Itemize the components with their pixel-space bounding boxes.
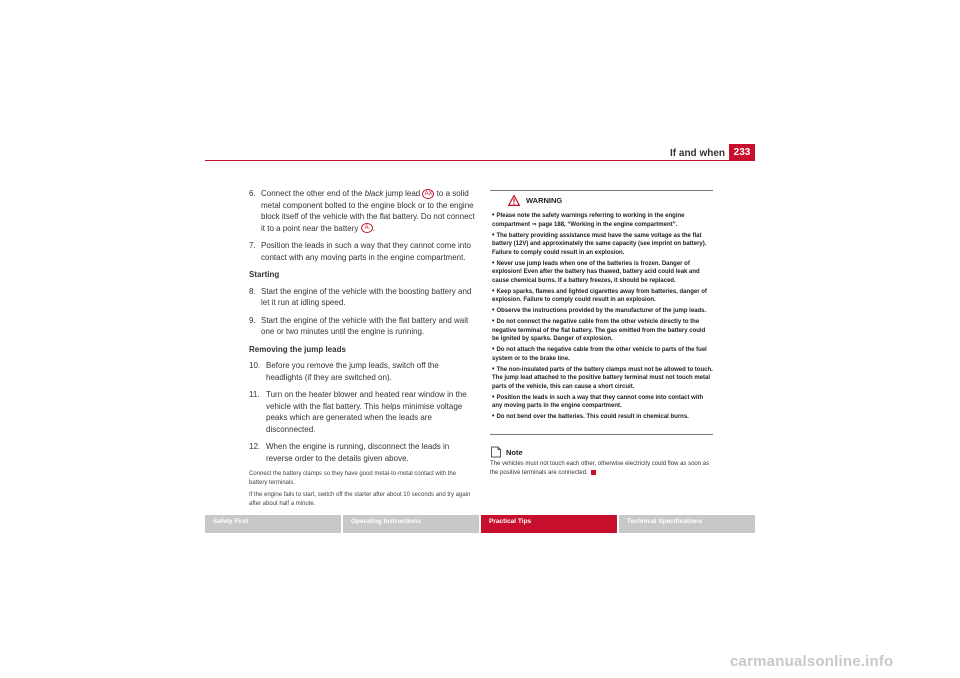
note-engine-fails: If the engine fails to start, switch off the starter after about 10 seconds and try again after about half a minute. [249, 492, 471, 507]
note-text [490, 460, 715, 478]
note-battery-clamps: Connect the battery clamps so they have good metal-to-metal contact with the battery terminals. [249, 471, 457, 486]
bullet: • [492, 231, 495, 239]
step-11 [249, 389, 475, 435]
tab-safety-first[interactable]: Safety First [205, 515, 341, 533]
bullet: • [492, 318, 495, 325]
tab-technical-specifications[interactable]: Technical Specifications [619, 515, 755, 533]
warning-item-text: The battery providing assistance must have the same voltage as the flat battery (12V) and approximately the same capacity (see imprint on battery). Failure to comply could result in an explosion. [492, 232, 707, 256]
bullet: • [492, 259, 495, 267]
warning-item-text: Never use jump leads when one of the batteries is frozen. Danger of explosion! Even after the battery has thawed, battery acid could leak and cause chemical burns. If a battery freezes, it should be replaced. [492, 260, 700, 284]
step-text: Start the engine of the vehicle with the boosting battery and let it run at idling speed. [261, 286, 472, 307]
warning-item [492, 318, 713, 344]
step-text: When the engine is running, disconnect the leads in reverse order to the details given above. [266, 442, 450, 463]
step-number: 6. [249, 189, 256, 198]
step-text-part: . [372, 223, 375, 233]
header-rule [205, 160, 729, 161]
left-column [249, 188, 475, 512]
step-text-part: to a solid metal component bolted to the engine block or to the engine block itself of the vehicle with the flat battery. Do not connect it to a point near the battery [261, 189, 475, 233]
warning-header [490, 191, 713, 209]
step-text: Before you remove the jump leads, switch off the headlights (if they are switched on). [266, 361, 439, 382]
subheading-starting: Starting [249, 270, 280, 279]
tab-operating-instructions[interactable]: Operating Instructions [343, 515, 479, 533]
step-10 [249, 360, 475, 383]
warning-item-text: Do not connect the negative cable from the other vehicle directly to the negative terminal of the flat battery. The gas emitted from the battery could be ignited by sparks. Danger of explosion. [492, 319, 706, 342]
warning-item [492, 288, 713, 305]
section-title: If and when [670, 148, 725, 159]
note-title: Note [506, 447, 523, 457]
small-notes [249, 470, 475, 509]
step-number: 11. [249, 390, 260, 399]
warning-item-text: The non-insulated parts of the battery clamps must not be allowed to touch. The jump lead attached to the positive battery terminal must not touch metal parts of the vehicle, this can cause a short circuit. [492, 366, 713, 390]
step-text-part: jump lead [383, 189, 423, 198]
warning-item-text: Please note the safety warnings referring to working in the engine compartment ⇒ page 188, “Working in the engine compartment”. [492, 213, 685, 228]
step-number: 8. [249, 286, 256, 296]
warning-item-text: Position the leads in such a way that they cannot come into contact with any moving parts in the engine compartment. [492, 394, 704, 409]
warning-list [490, 212, 713, 422]
emphasis-black: black [364, 189, 384, 198]
subheading-removing: Removing the jump leads [249, 344, 346, 354]
warning-item [492, 212, 713, 229]
warning-box [490, 190, 713, 435]
warning-item-text: Do not attach the negative cable from the other vehicle to parts of the fuel system or to the brake line. [492, 347, 707, 362]
warning-triangle-icon [508, 195, 520, 206]
warning-item [492, 232, 713, 258]
step-text: Position the leads in such a way that they cannot come into contact with any moving parts in the engine compartment. [261, 241, 471, 262]
step-text [261, 188, 475, 234]
callout-badge-a: A [361, 223, 373, 233]
note-section [490, 446, 715, 478]
step-6 [249, 188, 475, 234]
page-number: 233 [729, 144, 755, 161]
step-number: 12. [249, 442, 261, 451]
note-page-icon [490, 446, 502, 458]
step-9 [249, 315, 475, 338]
bullet: • [492, 307, 495, 314]
step-number: 9. [249, 315, 256, 325]
step-8 [249, 286, 475, 309]
watermark: carmanualsonline.info [730, 653, 894, 670]
footer-tabs [205, 515, 755, 533]
bullet: • [492, 287, 495, 295]
step-text-part: Connect the other end of the [261, 189, 365, 198]
note-body: The vehicles must not touch each other, otherwise electricity could flow as soon as the positive terminals are connected. [490, 461, 710, 476]
warning-item-text: Do not bend over the batteries. This could result in chemical burns. [496, 414, 689, 420]
callout-badge-ax: AX [424, 190, 433, 197]
warning-title: WARNING [526, 195, 563, 205]
warning-item [492, 260, 713, 286]
step-text: Turn on the heater blower and heated rear window in the vehicle with the flat battery. This helps minimise voltage peaks which are generated when the leads are disconnected. [266, 390, 467, 434]
warning-item [492, 346, 713, 363]
warning-item-text: Keep sparks, flames and lighted cigarettes away from batteries, danger of explosion. Failure to comply could result in an explosion. [492, 288, 707, 303]
bullet: • [492, 413, 495, 420]
note-header [490, 446, 715, 458]
step-7 [249, 240, 475, 263]
bullet: • [492, 212, 495, 219]
warning-item-text: Observe the instructions provided by the manufacturer of the jump leads. [496, 308, 707, 314]
warning-item [492, 413, 713, 422]
end-of-section-marker [591, 470, 596, 475]
bullet: • [492, 346, 495, 353]
tab-practical-tips[interactable]: Practical Tips [481, 515, 617, 533]
step-number: 10. [249, 361, 261, 370]
step-text: Start the engine of the vehicle with the flat battery and wait one or two minutes until the engine is running. [261, 315, 469, 336]
bullet: • [492, 365, 495, 373]
warning-item [492, 307, 713, 316]
step-number: 7. [249, 241, 256, 250]
bullet: • [492, 393, 495, 401]
warning-item [492, 366, 713, 392]
step-12 [249, 441, 475, 464]
warning-item [492, 394, 713, 411]
